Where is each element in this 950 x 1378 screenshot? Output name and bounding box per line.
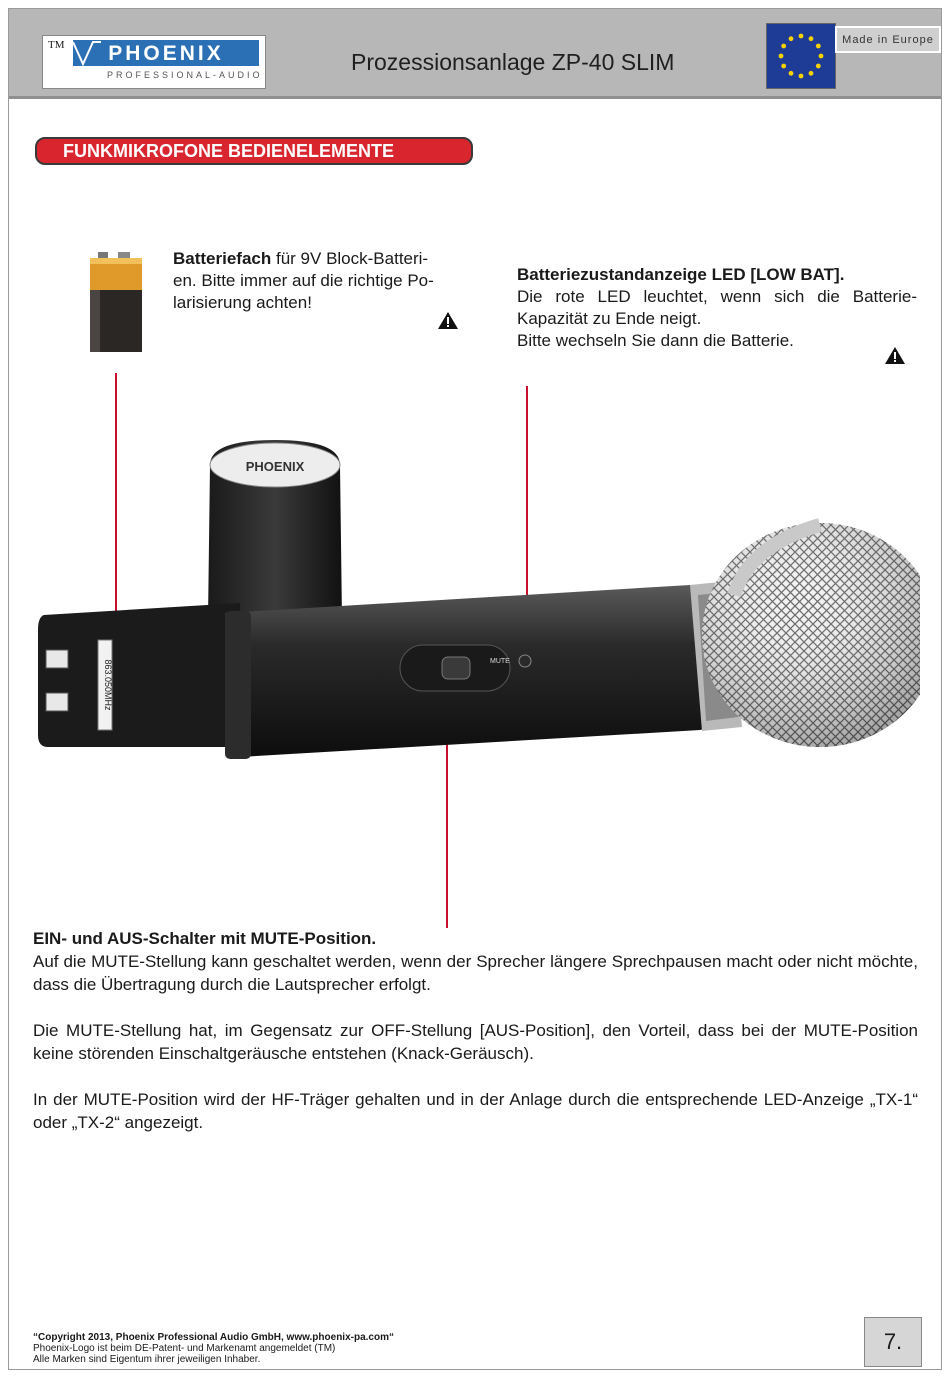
battery-compartment-line3: larisierung achten! (173, 293, 312, 312)
page-header (9, 9, 941, 99)
switch-paragraph-3: In der MUTE-Position wird der HF-Träger gehalten und in der Anlage durch die entsprechende LED-Anzeige „TX-1“ oder „TX-2“ angezeigt. (33, 1090, 918, 1132)
footer-copyright: “Copyright 2013, Phoenix Professional Audio GmbH, www.phoenix-pa.com“ (33, 1332, 394, 1343)
footer-brands-note: Alle Marken sind Eigentum ihrer jeweiligen Inhaber. (33, 1354, 261, 1365)
cap-logo-label: PHOENIX (245, 459, 305, 474)
battery-led-heading: Batteriezustandanzeige LED [LOW BAT]. (517, 265, 845, 284)
battery-led-line3: Bitte wechseln Sie dann die Batterie. (517, 331, 794, 350)
battery-compartment-heading: Batteriefach (173, 249, 272, 268)
trademark-label: TM (48, 39, 65, 51)
made-in-europe-badge: Made in Europe (835, 26, 941, 53)
mute-switch-label: MUTE (490, 658, 510, 665)
switch-section (33, 927, 918, 1157)
warning-icon (437, 311, 459, 330)
frequency-label: 863.050MHz (103, 659, 113, 711)
logo-brand-text: PHOENIX (108, 42, 224, 65)
eu-flag-icon (766, 23, 836, 89)
phoenix-logo (42, 35, 266, 89)
battery-9v-icon (88, 250, 144, 354)
logo-brand-box (73, 40, 259, 66)
logo-subtitle: PROFESSIONAL-AUDIO (107, 70, 263, 80)
document-title: Prozessionsanlage ZP-40 SLIM (351, 49, 675, 75)
battery-led-description (517, 264, 917, 352)
page-number: 7. (864, 1317, 922, 1367)
switch-paragraph-2: Die MUTE-Stellung hat, im Gegensatz zur OFF-Stellung [AUS-Position], den Vorteil, dass bei der MUTE-Position keine störenden Einschaltgeräusche entstehen (Knack-Geräusch). (33, 1021, 918, 1063)
battery-led-line1: Die rote LED leuchtet, wenn sich die Batterie- (517, 287, 917, 306)
footer (33, 1332, 394, 1365)
switch-section-heading: EIN- und AUS-Schalter mit MUTE-Position. (33, 929, 377, 948)
battery-compartment-line2: en. Bitte immer auf die richtige Po- (173, 271, 434, 290)
wireless-microphone-image (30, 435, 920, 805)
section-title: FUNKMIKROFONE BEDIENELEMENTE (35, 137, 473, 165)
footer-trademark-note: Phoenix-Logo ist beim DE-Patent- und Markenamt angemeldet (TM) (33, 1343, 336, 1354)
battery-compartment-description (173, 248, 473, 314)
switch-paragraph-1: Auf die MUTE-Stellung kann geschaltet werden, wenn der Sprecher längere Sprechpausen macht oder nicht möchte, dass die Übertragung durch die Lautsprecher erfolgt. (33, 952, 918, 994)
warning-icon (884, 346, 906, 365)
battery-led-line2: Kapazität zu Ende neigt. (517, 309, 702, 328)
battery-compartment-line1: für 9V Block-Batteri- (271, 249, 429, 268)
